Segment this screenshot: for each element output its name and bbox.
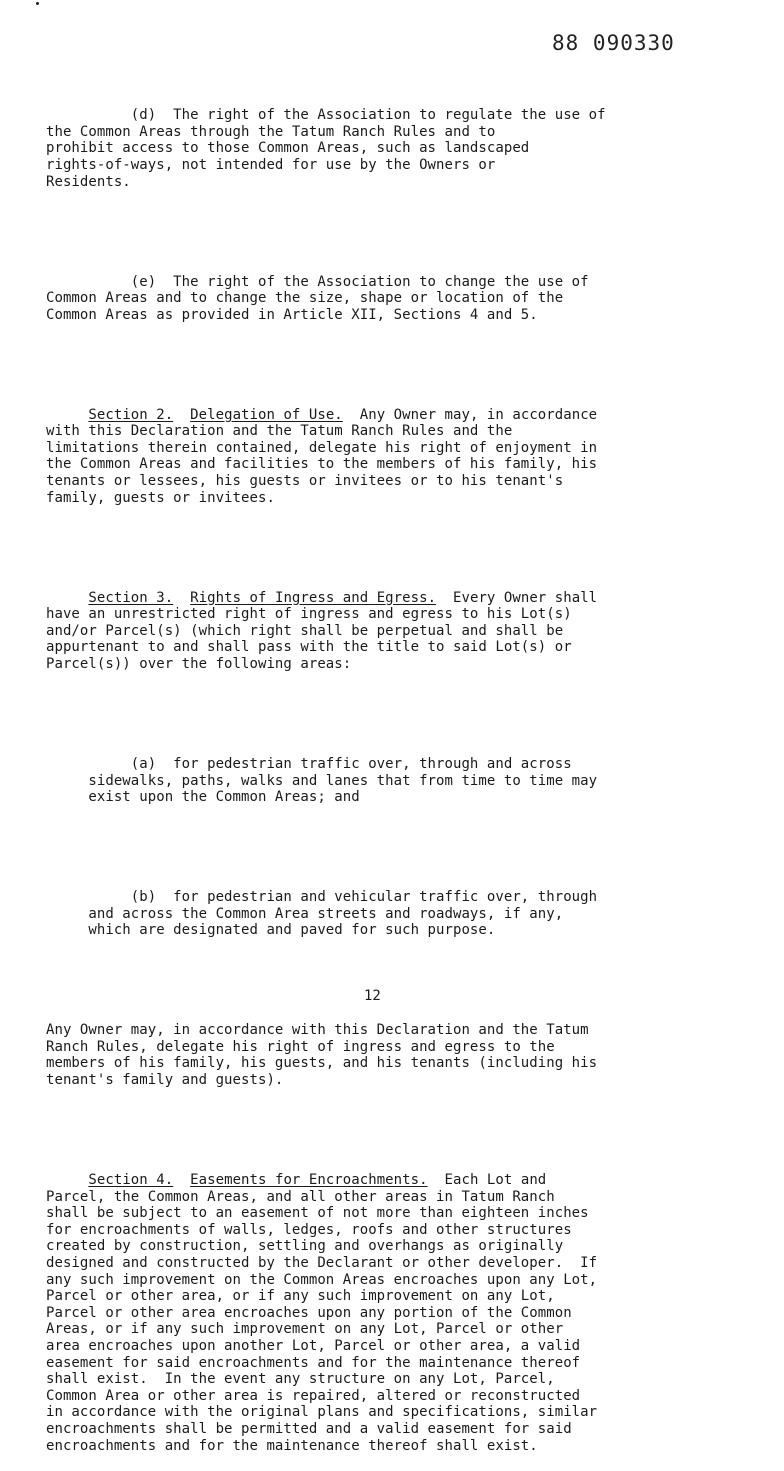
section-4-body: Each Lot and Parcel, the Common Areas, and all other areas in Tatum Ranch shall be subject to an easement of not more than eighteen inches for encroachments of walls, ledges, roofs and other structures created by construction, settling and overhangs as originally designed and constructed by the Declarant or other developer. If any such improvement on the Common Areas encroaches upon any Lot, Parcel or other area, or if any such improvement on any Lot, Parcel or other area encroaches upon any portion of the Common Areas, or if any such improvement on any Lot, Parcel or other area encroaches upon another Lot, Parcel or other area, a valid easement for said encroachments and for the maintenance thereof shall exist. In the event any structure on any Lot, Parcel, Common Area or other area is repaired, altered or reconstructed in accordance with the original plans and specifications, similar encroachments shall be permitted and a valid easement for said encroachments and for the maintenance thereof shall exist. xyxy=(46,1172,598,1454)
section-3-title: Rights of Ingress and Egress. xyxy=(190,589,437,606)
page-number: 12 xyxy=(364,988,381,1004)
paragraph-any-owner: Any Owner may, in accordance with this Declaration and the Tatum Ranch Rules, delegate his right of ingress and egress to the members of his family, his guests, and his tenants (including his tenant's family and guests). xyxy=(46,1022,598,1089)
section-3-body: Every Owner shall have an unrestricted right of ingress and egress to his Lot(s) and/or Parcel(s) (which right shall be perpetual and shall be appurtenant to and shall pass with the title to said Lot(s) or Parcel(s)) over the following areas: xyxy=(46,589,598,672)
paragraph-b: (b) for pedestrian and vehicular traffic over, through and across the Common Area streets and roadways, if any, which are designated and paved for such purpose. xyxy=(88,889,598,939)
scan-speck xyxy=(36,2,39,5)
section-4 xyxy=(46,1172,696,1454)
section-4-heading: Section 4. xyxy=(88,1172,174,1189)
document-body xyxy=(46,74,696,1471)
paragraph-a: (a) for pedestrian traffic over, through and across sidewalks, paths, walks and lanes that from time to time may exist upon the Common Areas; and xyxy=(88,755,598,806)
paragraph-e: (e) The right of the Association to change the use of Common Areas and to change the size, shape or location of the Common Areas as provided in Article XII, Sections 4 and 5. xyxy=(46,273,589,323)
section-2-title: Delegation of Use. xyxy=(190,406,343,423)
section-3 xyxy=(46,590,696,673)
section-2 xyxy=(46,407,696,507)
section-2-heading: Section 2. xyxy=(88,406,174,423)
document-number: 88 090330 xyxy=(552,31,675,55)
section-2-body: Any Owner may, in accordance with this Declaration and the Tatum Ranch Rules and the limitations therein contained, delegate his right of enjoyment in the Common Areas and facilities to the members of his family, his tenants or lessees, his guests or invitees or to his tenant's family, guests or invitees. xyxy=(46,406,598,506)
section-3-heading: Section 3. xyxy=(88,589,174,606)
paragraph-d: (d) The right of the Association to regulate the use of the Common Areas through the Tatum Ranch Rules and to prohibit access to those Common Areas, such as landscaped rights-of-ways, not intended for use by the Owners or Residents. xyxy=(46,107,606,190)
section-4-title: Easements for Encroachments. xyxy=(190,1172,428,1189)
